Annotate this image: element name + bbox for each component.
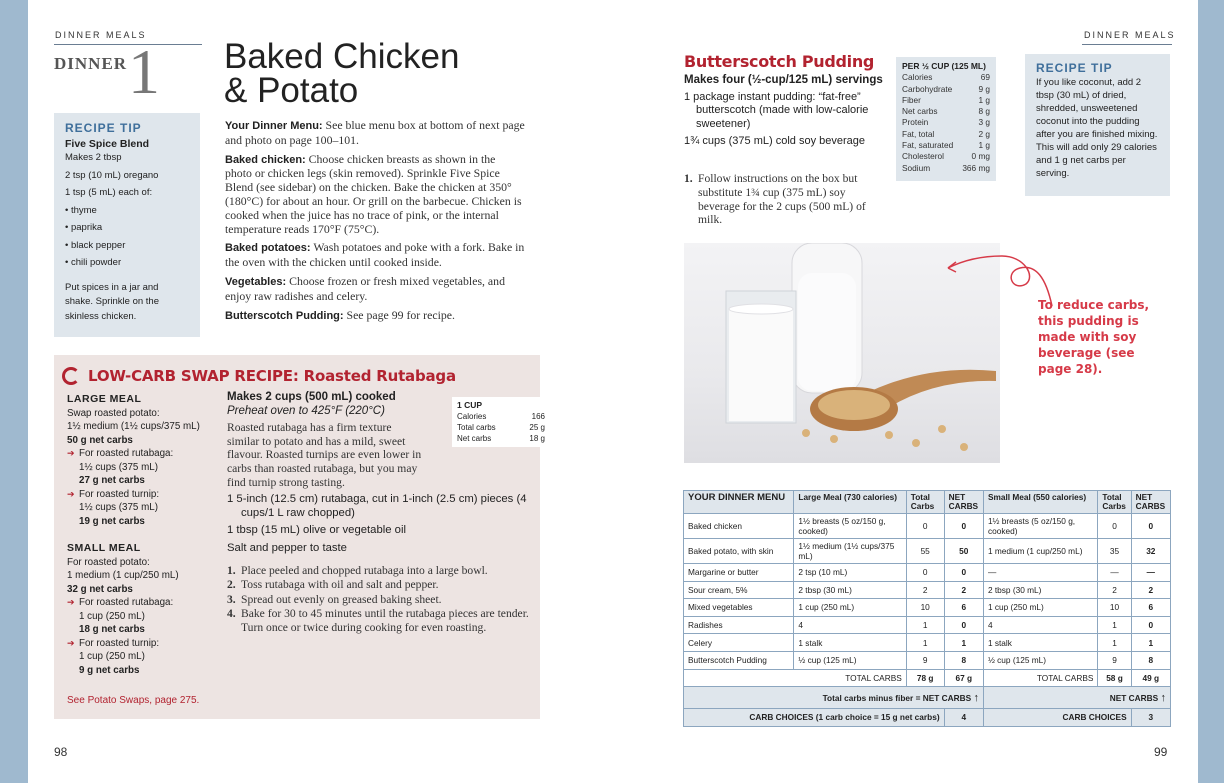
swap-line: For roasted potato: [67,556,150,568]
small-net-carbs: — [1131,564,1170,582]
step [227,578,532,592]
nutrition-value: 0 mg [971,151,990,162]
menu-item: Baked chicken [684,514,794,539]
nutrition-value: 8 g [978,106,990,117]
header-menu: YOUR DINNER MENU [684,491,794,514]
step-number: 2. [227,578,236,592]
nutrition-key: Net carbs [457,434,492,443]
swap-line: Swap roasted potato: [67,407,160,419]
menu-potato-text: Wash potatoes and poke with a fork. Bake in the oven with the chicken until cooked inside. [225,240,525,270]
large-meal-heading: LARGE MEAL [67,393,142,405]
swap-line: 1 medium (1 cup/250 mL) [67,570,179,581]
ingredient: 1 tbsp (15 mL) olive or vegetable oil [227,524,406,537]
recipe-tip-heading: RECIPE TIP [65,121,142,135]
swap-net-carbs: 18 g net carbs [79,624,145,635]
swap-net-carbs: 27 g net carbs [79,475,145,486]
ingredient: Salt and pepper to taste [227,541,347,554]
net-carbs-label-text: NET CARBS [1109,692,1159,703]
header-total-carbs: Total Carbs [1098,491,1131,514]
table-row [684,634,1171,652]
small-net-carbs: 0 [1131,514,1170,539]
pudding-title: Butterscotch Pudding [684,52,875,71]
section-label: DINNER MEALS [55,30,147,40]
recipe-tip-instructions: Put spices in a jar and shake. Sprinkle on the skinless chicken. [65,281,160,322]
header-small-meal: Small Meal (550 calories) [983,491,1097,514]
nutrition-row [902,140,990,151]
swap-cycle-icon [62,367,80,385]
nutrition-key: Sodium [902,162,931,173]
large-portion: 4 [794,616,906,634]
swap-title: LOW-CARB SWAP RECIPE: Roasted Rutabaga [88,367,456,385]
rutabaga-makes: Makes 2 cups (500 mL) cooked [227,391,396,403]
spice-item: • black pepper [65,239,126,251]
small-portion: — [983,564,1097,582]
total-carbs-label: TOTAL CARBS [983,669,1097,687]
step-number: 4. [227,607,236,621]
soybean [960,443,968,451]
carb-choices-small: 3 [1131,709,1170,727]
nutrition-row [902,95,990,106]
nutrition-row [457,411,545,422]
net-carbs-label [983,687,1170,709]
small-total-carbs: 9 [1098,651,1131,669]
small-net-carbs: 8 [1131,651,1170,669]
small-portion: ½ cup (125 mL) [983,651,1097,669]
large-portion: ½ cup (125 mL) [794,651,906,669]
swap-net-carbs: 19 g net carbs [79,515,145,527]
net-carbs-row [684,687,1171,709]
table-row [684,599,1171,617]
up-arrow-icon: ↑ [973,691,979,704]
carb-choices-large: 4 [944,709,983,727]
nutrition-row [457,422,545,433]
meal-swap-column [67,391,217,677]
nutrition-key: Protein [902,117,929,128]
low-carb-swap-box [54,355,545,719]
large-net-carbs: 8 [944,651,983,669]
dinner-label: DINNER [54,54,128,73]
up-arrow-icon: ↑ [1160,691,1166,704]
menu-intro-text: See blue menu box at bottom of next page and photo on page 100–101. [225,118,525,147]
pudding-step [684,172,884,227]
rutabaga-description-text: Roasted rutabaga has a firm texture similar to potato and has a mild, sweet flavour. Roasted turnips are even lower in carbs than roasted rutabaga, but you may find turnip strong tasting. [227,421,422,489]
small-net-carbs: 2 [1131,581,1170,599]
large-portion: 2 tsp (10 mL) [794,564,906,582]
menu-intro-label: Your Dinner Menu: [225,120,323,132]
table-row [684,616,1171,634]
milk-surface [729,304,793,314]
nutrition-value: 1 g [978,140,990,151]
menu-pudding-label: Butterscotch Pudding: [225,309,344,322]
rutabaga-preheat: Preheat oven to 425°F (220°C) [227,404,385,417]
nutrition-key: Cholesterol [902,151,944,162]
table-row [684,564,1171,582]
menu-chicken [225,153,525,237]
nutrition-key: Total carbs [457,423,496,432]
step [227,564,532,578]
large-portion: 1 cup (250 mL) [794,599,906,617]
milk-bottle-fill [798,273,856,391]
small-portion: 1½ breasts (5 oz/150 g, cooked) [983,514,1097,539]
menu-item: Celery [684,634,794,652]
carb-choices-row [684,709,1171,727]
menu-veg-text: Choose frozen or fresh mixed vegetables, and enjoy raw radishes and celery. [225,273,505,303]
large-total-carbs: 0 [906,514,944,539]
section-label: DINNER MEALS [1084,30,1176,40]
pudding-ingredients [684,74,884,152]
header-rule [1082,44,1172,45]
large-net-carbs: 0 [944,514,983,539]
small-meal-heading: SMALL MEAL [67,542,141,554]
large-total-carbs: 1 [906,616,944,634]
menu-item: Baked potato, with skin [684,539,794,564]
swap-line: ➔ For roasted rutabaga: [79,597,174,608]
step-number: 3. [227,592,236,606]
rutabaga-steps [227,564,532,635]
nutrition-value: 3 g [978,117,990,128]
small-total-carbs: 0 [1098,514,1131,539]
menu-item: Mixed vegetables [684,599,794,617]
large-total-carbs: 10 [906,599,944,617]
small-total-sum: 58 g [1098,669,1131,687]
large-net-carbs: 2 [944,581,983,599]
recipe-tip-name: Five Spice Blend [65,137,150,150]
nutrition-key: Fat, total [902,128,935,139]
large-total-carbs: 55 [906,539,944,564]
table-row [684,581,1171,599]
large-total-carbs: 2 [906,581,944,599]
large-portion: 1 stalk [794,634,906,652]
step-text: Spread out evenly on greased baking sheet. [241,592,442,606]
net-carbs-formula [684,687,984,709]
nutrition-row [902,84,990,95]
nutrition-row [902,72,990,83]
menu-chicken-text: Choose chicken breasts as shown in the photo or chicken legs (skin removed). Sprinkle Five Spice Blend (see sidebar) on the chicken. Bake the chicken at 350° (180°C) for about an hour. Or grill on the barbecue. Chicken is cooked when the juice has no trace of pink, or the internal temperature reads 170°F (75°C). [225,151,522,236]
nutrition-heading: 1 CUP [457,400,483,410]
swap-option [67,447,217,488]
soy-annotation: To reduce carbs, this pudding is made with soy beverage (see page 28). [1038,298,1150,376]
swap-net-carbs: 32 g net carbs [67,583,133,595]
table-row [684,539,1171,564]
nutrition-value: 166 [531,412,545,421]
nutrition-row [902,117,990,128]
large-net-carbs: 0 [944,564,983,582]
large-net-carbs: 1 [944,634,983,652]
header-total-carbs: Total Carbs [906,491,944,514]
swap-line: 1½ cups (375 mL) [79,461,158,473]
nutrition-key: Net carbs [902,106,938,117]
recipe-tip-line: 2 tsp (10 mL) oregano [65,169,159,181]
large-net-carbs: 0 [944,616,983,634]
spice-item: • paprika [65,222,103,233]
small-total-carbs: — [1098,564,1131,582]
nutrition-key: Fat, saturated [902,140,954,151]
left-page [28,0,612,783]
recipe-tip-sidebar [1025,54,1170,196]
soybean [912,439,920,447]
menu-potato-label: Baked potatoes: [225,242,311,255]
ingredient: 1 package instant pudding: “fat-free” butterscotch (made with low-calorie sweetener) [684,91,869,130]
step [227,593,532,607]
step-number: 1. [227,563,236,577]
spice-item: • thyme [65,204,97,216]
small-net-sum: 49 g [1131,669,1170,687]
soybeans-in-spoon [818,390,890,420]
nutrition-value: 366 mg [962,162,990,173]
pudding-nutrition-box [896,57,996,181]
nutrition-row [902,129,990,140]
recipe-tip-sidebar [54,113,200,337]
large-portion: 1½ breasts (5 oz/150 g, cooked) [794,514,906,539]
recipe-tip-line: 1 tsp (5 mL) each of: [65,187,153,198]
swap-line: 1½ medium (1½ cups/375 mL) [67,421,200,432]
menu-intro [225,119,525,148]
title-line-1: Baked Chicken [224,37,460,76]
large-net-carbs: 50 [944,539,983,564]
small-total-carbs: 10 [1098,599,1131,617]
title-line-2: & Potato [224,71,359,110]
swap-line: 1½ cups (375 mL) [79,502,158,513]
small-portion: 1 cup (250 mL) [983,599,1097,617]
soybean [938,425,946,433]
potato-swaps-link[interactable]: See Potato Swaps, page 275. [67,695,200,706]
ingredient: 1¾ cups (375 mL) cold soy beverage [684,134,865,147]
spice-item: • chili powder [65,257,122,268]
page-number: 99 [1154,745,1168,759]
swap-net-carbs: 9 g net carbs [79,664,140,676]
small-total-carbs: 1 [1098,634,1131,652]
menu-item: Radishes [684,616,794,634]
large-net-carbs: 6 [944,599,983,617]
carb-choices-label: CARB CHOICES (1 carb choice = 15 g net carbs) [684,709,945,727]
menu-pudding [225,309,525,324]
small-total-carbs: 1 [1098,616,1131,634]
small-portion: 1 stalk [983,634,1097,652]
large-portion: 1½ medium (1½ cups/375 mL) [794,539,906,564]
swap-option [67,488,217,529]
large-total-carbs: 9 [906,651,944,669]
swap-line: ➔ For roasted rutabaga: [79,448,174,459]
soybean [802,429,810,437]
header-net-carbs: NET CARBS [1131,491,1170,514]
soybean [830,435,838,443]
nutrition-heading: PER ½ CUP (125 ML) [902,61,986,71]
total-carbs-label: TOTAL CARBS [684,669,907,687]
small-total-carbs: 2 [1098,581,1131,599]
swap-option [67,596,217,637]
dinner-menu-text [225,119,525,328]
menu-potato [225,241,525,270]
swap-net-carbs: 50 g net carbs [67,434,133,446]
table-row [684,514,1171,539]
large-total-carbs: 1 [906,634,944,652]
nutrition-value: 69 [980,72,990,83]
large-portion: 2 tbsp (30 mL) [794,581,906,599]
nutrition-value: 2 g [978,128,990,139]
small-net-carbs: 32 [1131,539,1170,564]
swap-line: ➔ For roasted turnip: [79,488,160,500]
milk-glass-fill [729,309,793,421]
ingredient: 1 5-inch (12.5 cm) rutabaga, cut in 1-inch (2.5 cm) pieces (4 cups/1 L raw chopped) [227,493,527,519]
step-text: Place peeled and chopped rutabaga into a large bowl. [241,563,488,577]
nutrition-value: 1 g [978,94,990,105]
carb-choices-label: CARB CHOICES [983,709,1131,727]
recipe-tip-makes: Makes 2 tbsp [65,152,122,163]
nutrition-value: 25 g [529,423,545,432]
nutrition-value: 18 g [529,434,545,443]
swap-line: 1 cup (250 mL) [79,610,145,622]
nutrition-key: Fiber [902,94,921,105]
nutrition-row [902,151,990,162]
step-number: 1. [684,172,693,185]
small-net-carbs: 0 [1131,616,1170,634]
pudding-servings: Makes four (½-cup/125 mL) servings [684,74,883,86]
right-page [612,0,1198,783]
step-text: Bake for 30 to 45 minutes until the rutabaga pieces are tender. Turn once or twice during cooking for even roasting. [241,607,529,634]
table-header-row [684,491,1171,514]
small-portion: 4 [983,616,1097,634]
large-net-sum: 67 g [944,669,983,687]
swap-option [67,637,217,678]
menu-item: Margarine or butter [684,564,794,582]
small-net-carbs: 1 [1131,634,1170,652]
large-total-carbs: 0 [906,564,944,582]
small-portion: 2 tbsp (30 mL) [983,581,1097,599]
menu-pudding-text: See page 99 for recipe. [343,307,455,322]
nutrition-key: Carbohydrate [902,83,953,94]
nutrition-row [902,106,990,117]
dinner-number: 1 [128,36,160,107]
dinner-menu-table [683,490,1171,727]
table-row [684,651,1171,669]
nutrition-value: 9 g [978,83,990,94]
page-title [224,37,460,110]
recipe-tip-heading: RECIPE TIP [1036,61,1113,75]
recipe-tip-text: If you like coconut, add 2 tbsp (30 mL) of dried, shredded, unsweetened coconut into the pudding after you are finished mixing. This will add only 29 calories and 1 g net carbs per serving. [1036,77,1158,179]
rutabaga-description [227,421,422,489]
swap-line: ➔ For roasted turnip: [79,637,160,649]
menu-chicken-label: Baked chicken: [225,153,306,166]
nutrition-row [457,433,545,444]
small-portion: 1 medium (1 cup/250 mL) [983,539,1097,564]
nutrition-key: Calories [902,72,933,83]
net-carbs-formula-text: Total carbs minus fiber = NET CARBS [822,692,972,703]
step-text: Toss rutabaga with oil and salt and pepper. [241,578,439,592]
menu-vegetables [225,275,525,304]
step-text: Follow instructions on the box but substitute 1¾ cup (375 mL) soy beverage for the 2 cups (500 mL) of milk. [698,172,866,227]
menu-item: Sour cream, 5% [684,581,794,599]
page-number: 98 [54,745,68,759]
total-carbs-row [684,669,1171,687]
menu-veg-label: Vegetables: [225,275,287,288]
soybean [885,431,893,439]
nutrition-row [902,163,990,174]
small-net-carbs: 6 [1131,599,1170,617]
small-total-carbs: 35 [1098,539,1131,564]
step [227,607,532,634]
header-large-meal: Large Meal (730 calories) [794,491,906,514]
menu-item: Butterscotch Pudding [684,651,794,669]
nutrition-key: Calories [457,412,487,421]
swap-line: 1 cup (250 mL) [79,651,145,662]
header-net-carbs: NET CARBS [944,491,983,514]
rutabaga-nutrition-box [452,397,550,447]
large-total-sum: 78 g [906,669,944,687]
